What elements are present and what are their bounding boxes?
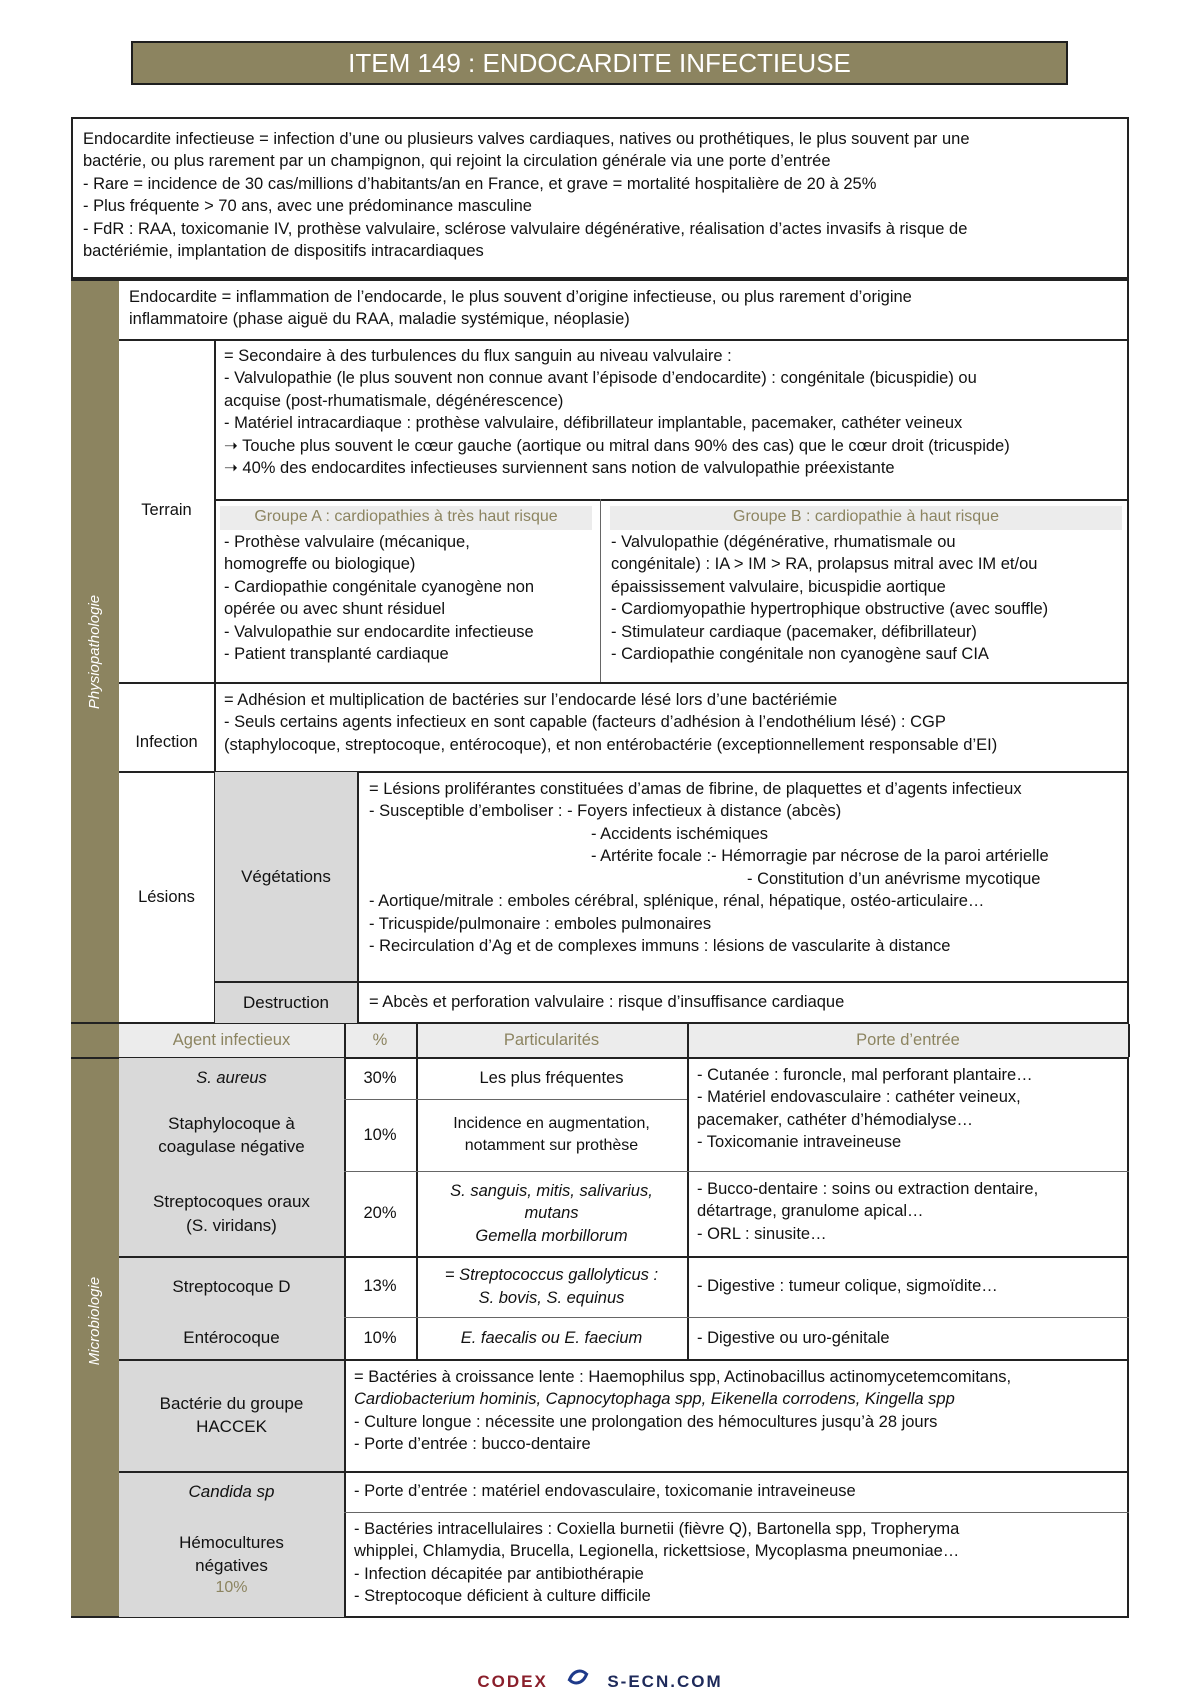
group-b-item: épaississement valvulaire, bicuspidie aortique [611,577,946,596]
agent-strep-oraux-line: Streptocoques oraux [153,1192,310,1212]
footer-codex: CODEX [477,1672,548,1691]
vegetation-line: = Lésions proliférantes constituées d’amas de fibrine, de plaquettes et d’agents infectieux [369,780,1022,798]
page-title: ITEM 149 : ENDOCARDITE INFECTIEUSE [131,41,1068,85]
vegetation-line: - Aortique/mitrale : emboles cérébral, splénique, rénal, hépatique, ostéo-articulaire… [369,892,985,911]
col-header-porte: Porte d’entrée [687,1024,1129,1057]
group-b-item: - Valvulopathie (dégénérative, rhumatismale ou [611,533,956,551]
group-b-item: - Cardiomyopathie hypertrophique obstructive (avec souffle) [611,600,1049,619]
destruction-text: = Abcès et perforation valvulaire : risque d’insuffisance cardiaque [369,993,845,1011]
vegetation-line: - Constitution d’un anévrisme mycotique [747,869,1041,888]
terrain-line: ➝ 40% des endocardites infectieuses surviennent sans notion de valvulopathie préexistante [224,459,895,478]
physio-label: Physiopathologie [85,594,103,709]
logo-icon [565,1667,591,1693]
group-a-item: - Cardiopathie congénitale cyanogène non [224,577,535,596]
pct-strep-d: 13% [363,1277,397,1296]
terrain-line: - Valvulopathie (le plus souvent non connue avant l’épisode d’endocardite) : congénitale (bicuspidie) ou [224,369,977,388]
agent-haccek-line: Bactérie du groupe [159,1393,304,1413]
part-strep-oraux-line: mutans [524,1204,579,1223]
part-strep-oraux-line: S. sanguis, mitis, salivarius, [450,1181,653,1200]
group-a-item: homogreffe ou biologique) [224,555,416,574]
hemoc-block [354,1518,1129,1608]
part-strep-d [416,1256,687,1317]
lesions-label: Lésions [138,888,195,907]
porte-staph-line: - Toxicomanie intraveineuse [697,1133,902,1152]
porte-strep-oraux-line: détartrage, granulome apical… [697,1202,924,1221]
part-strep-d-line: S. bovis, S. equinus [478,1288,625,1307]
intro-line: - Plus fréquente > 70 ans, avec une prédominance masculine [83,197,532,216]
agent-strep-oraux-line: (S. viridans) [186,1215,277,1235]
vegetation-line: - Tricuspide/pulmonaire : emboles pulmonaires [369,914,712,933]
footer-site[interactable]: S-ECN.COM [607,1672,723,1691]
hemoc-line: - Infection décapitée par antibiothérapie [354,1564,644,1583]
porte-strep-d: - Digestive : tumeur colique, sigmoïdite… [697,1277,998,1295]
porte-staph-line: pacemaker, cathéter d’hémodialyse… [697,1110,974,1129]
part-s-aureus: Les plus fréquentes [479,1068,624,1087]
infection-label: Infection [135,732,198,751]
vegetation-line: - Susceptible d’emboliser : - Foyers infectieux à distance (abcès) [369,802,842,821]
intro-box [71,117,1129,279]
hemoc-line: whipplei, Chlamydia, Brucella, Legionella, rickettsiose, Mycoplasma pneumoniae… [354,1542,960,1561]
part-staph-cn [416,1099,687,1171]
part-enterocoque: E. faecalis ou E. faecium [460,1328,643,1347]
agent-candida: Candida sp [188,1481,275,1501]
terrain-line: - Matériel intracardiaque : prothèse valvulaire, défibrillateur implantable, pacemaker, cathéter veineux [224,414,963,433]
agent-hemoc-line: Hémocultures [179,1533,284,1553]
porte-staph [697,1064,1127,1154]
hemoc-line: - Bactéries intracellulaires : Coxiella burnetii (fièvre Q), Bartonella spp, Tropheryma [354,1520,960,1538]
intro-line: bactérie, ou plus rarement par un champignon, qui rejoint la circulation générale via une porte d’entrée [83,152,831,171]
intro-line: bactériémie, implantation de dispositifs intracardiaques [83,242,484,261]
porte-strep-oraux-line: - ORL : sinusite… [697,1224,827,1243]
porte-strep-oraux [697,1178,1127,1245]
part-staph-cn-line: notamment sur prothèse [464,1137,639,1154]
agent-staph-cn-line: Staphylocoque à [168,1113,295,1133]
infection-line: - Seuls certains agents infectieux en sont capable (facteurs d’adhésion à l’endothélium lésé) : CGP [224,713,946,732]
porte-enterocoque: - Digestive ou uro-génitale [697,1329,890,1347]
col-header-particularites: Particularités [416,1024,687,1057]
group-a-list [224,531,594,666]
agent-hemocultures [119,1512,344,1618]
porte-strep-oraux-line: - Bucco-dentaire : soins ou extraction dentaire, [697,1180,1039,1198]
haccek-line: Cardiobacterium hominis, Capnocytophaga spp, Eikenella corrodens, Kingella spp [354,1390,955,1409]
intro-line: Endocardite infectieuse = infection d’une ou plusieurs valves cardiaques, natives ou prothétiques, le plus souvent par une [83,130,970,148]
porte-staph-line: - Matériel endovasculaire : cathéter veineux, [697,1088,1021,1107]
haccek-line: = Bactéries à croissance lente : Haemophilus spp, Actinobacillus actinomycetemcomitans, [354,1368,1012,1386]
terrain-label: Terrain [141,501,192,520]
terrain-line: acquise (post-rhumatismale, dégénérescence) [224,391,564,410]
group-a-item: - Valvulopathie sur endocardite infectieuse [224,622,534,641]
vegetation-line: - Artérite focale :- Hémorragie par nécrose de la paroi artérielle [591,847,1049,866]
intro-line: - FdR : RAA, toxicomanie IV, prothèse valvulaire, sclérose valvulaire dégénérative, réalisation d’actes invasifs à risque de [83,219,968,238]
agent-hemoc-pct: 10% [215,1579,248,1597]
agent-staph-cn-line: coagulase négative [158,1137,305,1156]
agent-haccek-line: HACCEK [196,1417,267,1436]
infection-block [224,689,1124,756]
group-a-title: Groupe A : cardiopathies à très haut risque [220,506,592,530]
group-a-item: opérée ou avec shunt résiduel [224,600,446,619]
agent-strep-d: Streptocoque D [172,1276,291,1296]
group-b-title: Groupe B : cardiopathie à haut risque [610,506,1122,530]
part-strep-oraux-line: Gemella morbillorum [475,1226,628,1245]
haccek-line: - Culture longue : nécessite une prolongation des hémocultures jusqu’à 28 jours [354,1412,938,1431]
col-header-pct: % [344,1024,416,1057]
group-a-item: - Prothèse valvulaire (mécanique, [224,533,470,551]
part-strep-oraux [416,1171,687,1256]
agent-haccek [119,1359,344,1471]
agent-enterocoque: Entérocoque [183,1328,280,1348]
micro-label: Microbiologie [85,1276,103,1366]
pct-s-aureus: 30% [363,1068,397,1087]
agent-strep-oraux [119,1171,344,1256]
footer [0,1667,1200,1693]
agent-hemoc-line: négatives [195,1556,268,1576]
definition-line: inflammatoire (phase aiguë du RAA, maladie systémique, néoplasie) [129,310,630,329]
pct-staph-cn: 10% [363,1125,397,1144]
infection-line: (staphylocoque, streptocoque, entérocoque), et non entérobactérie (exceptionnellement responsable d’EI) [224,735,998,754]
agent-s-aureus: S. aureus [196,1068,267,1087]
group-b-item: congénitale) : IA > IM > RA, prolapsus mitral avec IM et/ou [611,555,1038,574]
group-b-list [611,531,1127,666]
porte-staph-line: - Cutanée : furoncle, mal perforant plantaire… [697,1066,1033,1084]
hemoc-line: - Streptocoque déficient à culture difficile [354,1587,651,1606]
vegetation-line: - Accidents ischémiques [591,824,768,843]
terrain-line: = Secondaire à des turbulences du flux sanguin au niveau valvulaire : [224,347,732,365]
definition-line: Endocardite = inflammation de l’endocarde, le plus souvent d’origine infectieuse, ou plus rarement d’origine [129,288,912,306]
agent-staph-cn [119,1099,344,1171]
terrain-line: ➝ Touche plus souvent le cœur gauche (aortique ou mitral dans 90% des cas) que le cœur droit (tricuspide) [224,436,1010,455]
group-b-item: - Stimulateur cardiaque (pacemaker, défibrillateur) [611,622,977,641]
col-header-agent: Agent infectieux [119,1024,344,1057]
destruction-label: Destruction [243,993,329,1013]
vegetation-line: - Recirculation d’Ag et de complexes immuns : lésions de vascularite à distance [369,937,951,956]
candida-text: - Porte d’entrée : matériel endovasculaire, toxicomanie intraveineuse [354,1482,856,1500]
part-strep-d-line: = Streptococcus gallolyticus : [444,1266,659,1285]
pct-strep-oraux: 20% [363,1204,397,1223]
infection-line: = Adhésion et multiplication de bactéries sur l’endocarde lésé lors d’une bactériémie [224,691,838,709]
definition-block [129,286,1119,331]
pct-enterocoque: 10% [363,1328,397,1347]
group-b-item: - Cardiopathie congénitale non cyanogène sauf CIA [611,645,989,664]
group-a-item: - Patient transplanté cardiaque [224,645,449,664]
part-staph-cn-line: Incidence en augmentation, [453,1115,650,1133]
haccek-block [354,1366,1129,1456]
terrain-block [224,345,1124,480]
vegetations-label: Végétations [241,866,331,886]
vegetations-block [369,778,1129,958]
intro-line: - Rare = incidence de 30 cas/millions d’habitants/an en France, et grave = mortalité hospitalière de 20 à 25% [83,174,877,193]
haccek-line: - Porte d’entrée : bucco-dentaire [354,1435,591,1454]
